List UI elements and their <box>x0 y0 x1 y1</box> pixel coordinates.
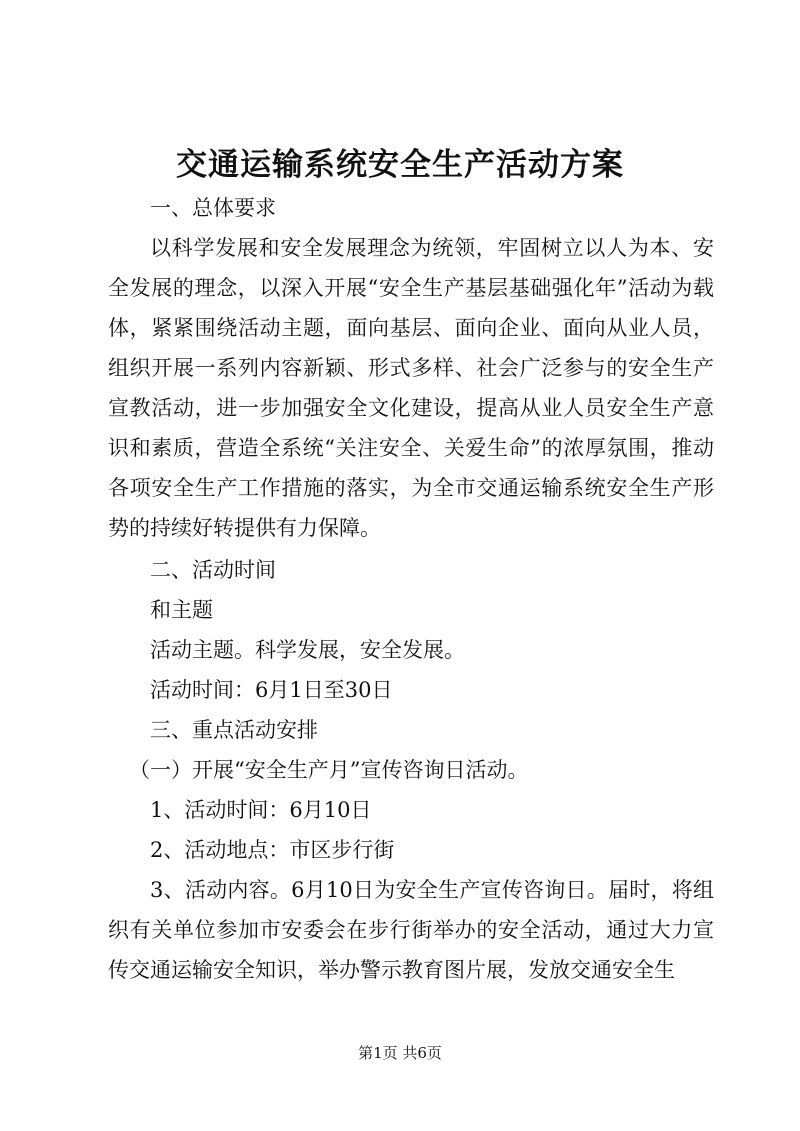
section-2-heading: 二、活动时间 <box>150 558 276 582</box>
section-1-paragraph: 以科学发展和安全发展理念为统领，牢固树立以人为本、安全发展的理念，以深入开展“安全生产基层基础强化年”活动为载体，紧紧围绕活动主题，面向基层、面向企业、面向从业人员，组织开展一系列内容新颖、形式多样、社会广泛参与的安全生产宣教活动，进一步加强安全文化建设，提高从业人员安全生产意识和素质，营造全系统“关注安全、关爱生命”的浓厚氛围，推动各项安全生产工作措施的落实，为全市交通运输系统安全生产形势的持续好转提供有力保障。 <box>108 236 714 540</box>
item-1-time: 1、活动时间：6月10日 <box>150 798 372 822</box>
section-3 <box>108 710 714 990</box>
document-title: 交通运输系统安全生产活动方案 <box>176 147 624 183</box>
section-1 <box>108 188 714 548</box>
activity-theme-line: 活动主题。科学发展，安全发展。 <box>150 638 465 662</box>
item-2-location: 2、活动地点：市区步行街 <box>150 838 395 862</box>
section-2 <box>108 550 714 710</box>
section-1-heading: 一、总体要求 <box>150 196 276 220</box>
section-2-heading-continued: 和主题 <box>150 598 213 622</box>
page-footer: 第1页 共6页 <box>358 1044 442 1062</box>
section-3-heading: 三、重点活动安排 <box>150 718 318 742</box>
item-3-content: 3、活动内容。6月10日为安全生产宣传咨询日。届时，将组织有关单位参加市安委会在步行街举办的安全活动，通过大力宣传交通运输安全知识，举办警示教育图片展，发放交通安全生 <box>108 878 714 982</box>
subsection-1-heading: （一）开展“安全生产月”宣传咨询日活动。 <box>129 758 529 782</box>
activity-time-line: 活动时间：6月1日至30日 <box>150 678 393 702</box>
